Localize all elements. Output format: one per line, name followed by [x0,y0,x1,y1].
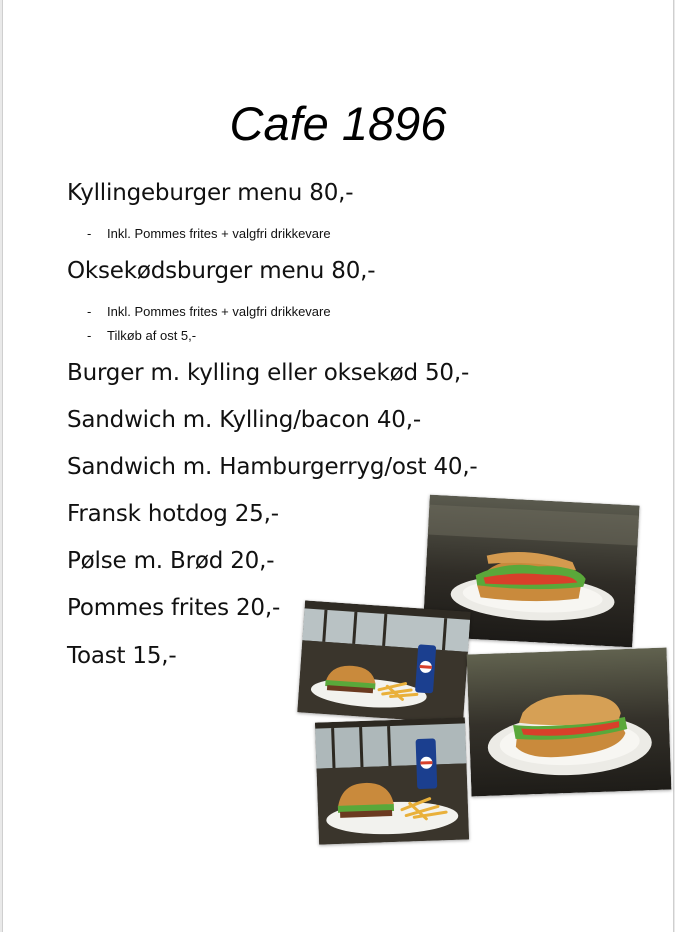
burger-menu-image [315,717,469,844]
menu-item-toast: Toast 15,- [67,643,177,669]
menu-item-pommes-frites: Pommes frites 20,- [67,595,281,621]
menu-page [2,0,674,932]
menu-item-sandwich-kylling: Sandwich m. Kylling/bacon 40,- [67,407,421,433]
menu-item-oksekodsburger-menu: Oksekødsburger menu 80,- [67,258,376,284]
page-title: Cafe 1896 [229,97,447,150]
burger-menu-photo [315,717,469,844]
note-text: Inkl. Pommes frites + valgfri drikkevare [107,304,331,319]
menu-item-fransk-hotdog: Fransk hotdog 25,- [67,501,279,527]
burger-menu-image [297,600,470,723]
menu-item-note: - Inkl. Pommes frites + valgfri drikkevare [87,226,331,241]
burger-menu-photo [297,600,470,723]
sandwich-image [467,648,672,797]
note-text: Tilkøb af ost 5,- [107,328,197,343]
menu-item-note: - Inkl. Pommes frites + valgfri drikkevare [87,304,331,319]
note-text: Inkl. Pommes frites + valgfri drikkevare [107,226,331,241]
menu-item-burger: Burger m. kylling eller oksekød 50,- [67,360,470,386]
menu-item-polse: Pølse m. Brød 20,- [67,548,275,574]
menu-item-sandwich-hamburgerryg: Sandwich m. Hamburgerryg/ost 40,- [67,454,478,480]
sandwich-photo [467,648,672,797]
menu-item-kyllingeburger-menu: Kyllingeburger menu 80,- [67,180,354,206]
menu-item-note: - Tilkøb af ost 5,- [87,328,197,343]
